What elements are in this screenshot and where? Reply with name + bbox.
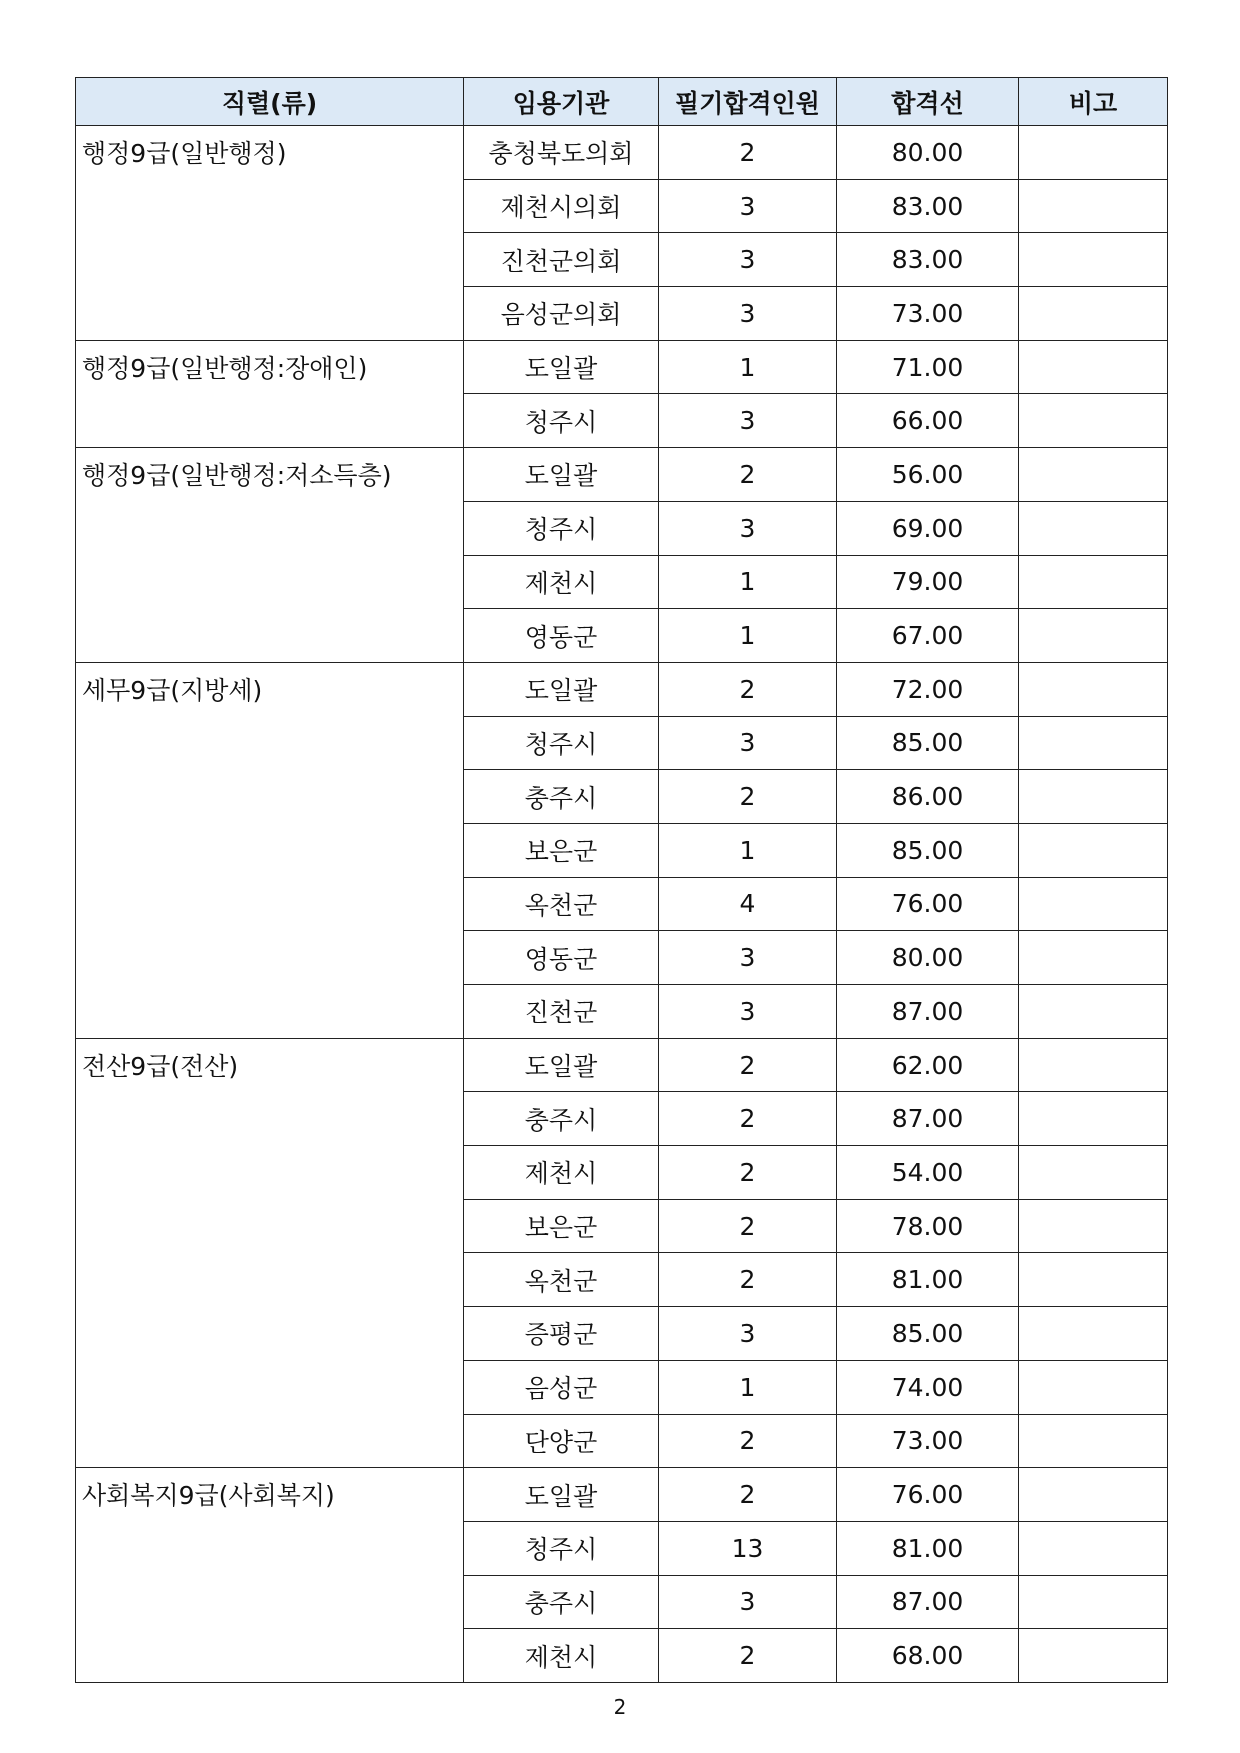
cutoff-cell: 87.00 [837,1092,1019,1146]
cutoff-cell: 62.00 [837,1038,1019,1092]
agency-cell: 제천시 [464,1146,659,1200]
remarks-cell [1019,1092,1168,1146]
passed-count-cell: 2 [659,1629,837,1683]
remarks-cell [1019,394,1168,448]
remarks-cell [1019,233,1168,287]
agency-cell: 충주시 [464,770,659,824]
remarks-cell [1019,609,1168,663]
agency-cell: 제천시 [464,555,659,609]
cutoff-cell: 73.00 [837,287,1019,341]
cutoff-cell: 76.00 [837,877,1019,931]
header-category: 직렬(류) [76,78,464,126]
remarks-cell [1019,1307,1168,1361]
agency-cell: 진천군의회 [464,233,659,287]
page-number: 2 [613,1695,627,1719]
table-row [76,662,1168,716]
cutoff-cell: 80.00 [837,931,1019,985]
passed-count-cell: 2 [659,1038,837,1092]
cutoff-cell: 87.00 [837,1575,1019,1629]
remarks-cell [1019,716,1168,770]
agency-cell: 청주시 [464,716,659,770]
remarks-cell [1019,931,1168,985]
agency-cell: 음성군 [464,1360,659,1414]
passed-count-cell: 3 [659,985,837,1039]
passed-count-cell: 2 [659,1253,837,1307]
remarks-cell [1019,770,1168,824]
agency-cell: 증평군 [464,1307,659,1361]
cutoff-cell: 72.00 [837,662,1019,716]
cutoff-cell: 80.00 [837,126,1019,180]
agency-cell: 보은군 [464,823,659,877]
cutoff-cell: 73.00 [837,1414,1019,1468]
passed-count-cell: 3 [659,931,837,985]
cutoff-cell: 87.00 [837,985,1019,1039]
remarks-cell [1019,287,1168,341]
table-body [76,126,1168,1683]
header-passed-count: 필기합격인원 [659,78,837,126]
agency-cell: 단양군 [464,1414,659,1468]
agency-cell: 도일괄 [464,1038,659,1092]
agency-cell: 옥천군 [464,1253,659,1307]
remarks-cell [1019,501,1168,555]
passed-count-cell: 1 [659,555,837,609]
passed-count-cell: 13 [659,1521,837,1575]
remarks-cell [1019,1253,1168,1307]
agency-cell: 영동군 [464,931,659,985]
category-cell: 행정9급(일반행정:장애인) [76,340,464,447]
passed-count-cell: 3 [659,179,837,233]
passed-count-cell: 2 [659,1199,837,1253]
cutoff-cell: 85.00 [837,823,1019,877]
cutoff-cell: 67.00 [837,609,1019,663]
agency-cell: 진천군 [464,985,659,1039]
cutoff-cell: 54.00 [837,1146,1019,1200]
remarks-cell [1019,1199,1168,1253]
remarks-cell [1019,985,1168,1039]
agency-cell: 도일괄 [464,448,659,502]
category-cell: 행정9급(일반행정) [76,126,464,341]
remarks-cell [1019,1038,1168,1092]
agency-cell: 옥천군 [464,877,659,931]
remarks-cell [1019,448,1168,502]
table-row [76,340,1168,394]
remarks-cell [1019,1468,1168,1522]
agency-cell: 영동군 [464,609,659,663]
table-row [76,126,1168,180]
agency-cell: 청주시 [464,501,659,555]
remarks-cell [1019,1146,1168,1200]
agency-cell: 청주시 [464,1521,659,1575]
passed-count-cell: 3 [659,233,837,287]
category-cell: 행정9급(일반행정:저소득층) [76,448,464,663]
agency-cell: 도일괄 [464,1468,659,1522]
category-cell: 전산9급(전산) [76,1038,464,1468]
header-remarks: 비고 [1019,78,1168,126]
results-table [75,77,1168,1683]
table-row [76,1038,1168,1092]
passed-count-cell: 2 [659,1468,837,1522]
cutoff-cell: 81.00 [837,1253,1019,1307]
cutoff-cell: 78.00 [837,1199,1019,1253]
cutoff-cell: 85.00 [837,1307,1019,1361]
cutoff-cell: 68.00 [837,1629,1019,1683]
remarks-cell [1019,340,1168,394]
header-agency: 임용기관 [464,78,659,126]
agency-cell: 청주시 [464,394,659,448]
remarks-cell [1019,1414,1168,1468]
agency-cell: 충주시 [464,1092,659,1146]
passed-count-cell: 1 [659,823,837,877]
agency-cell: 제천시의회 [464,179,659,233]
remarks-cell [1019,555,1168,609]
cutoff-cell: 76.00 [837,1468,1019,1522]
cutoff-cell: 66.00 [837,394,1019,448]
remarks-cell [1019,1360,1168,1414]
remarks-cell [1019,877,1168,931]
cutoff-cell: 86.00 [837,770,1019,824]
passed-count-cell: 2 [659,126,837,180]
passed-count-cell: 3 [659,394,837,448]
category-cell: 사회복지9급(사회복지) [76,1468,464,1683]
cutoff-cell: 71.00 [837,340,1019,394]
passed-count-cell: 2 [659,1146,837,1200]
header-row [76,78,1168,126]
passed-count-cell: 1 [659,1360,837,1414]
remarks-cell [1019,1575,1168,1629]
cutoff-cell: 56.00 [837,448,1019,502]
passed-count-cell: 2 [659,770,837,824]
cutoff-cell: 85.00 [837,716,1019,770]
agency-cell: 음성군의회 [464,287,659,341]
passed-count-cell: 3 [659,1575,837,1629]
cutoff-cell: 83.00 [837,179,1019,233]
category-cell: 세무9급(지방세) [76,662,464,1038]
agency-cell: 제천시 [464,1629,659,1683]
agency-cell: 보은군 [464,1199,659,1253]
table-row [76,1468,1168,1522]
header-cutoff: 합격선 [837,78,1019,126]
table-row [76,448,1168,502]
cutoff-cell: 74.00 [837,1360,1019,1414]
cutoff-cell: 79.00 [837,555,1019,609]
cutoff-cell: 83.00 [837,233,1019,287]
agency-cell: 도일괄 [464,662,659,716]
passed-count-cell: 1 [659,340,837,394]
passed-count-cell: 2 [659,662,837,716]
remarks-cell [1019,1521,1168,1575]
passed-count-cell: 2 [659,1092,837,1146]
cutoff-cell: 81.00 [837,1521,1019,1575]
agency-cell: 충청북도의회 [464,126,659,180]
remarks-cell [1019,662,1168,716]
remarks-cell [1019,179,1168,233]
agency-cell: 충주시 [464,1575,659,1629]
passed-count-cell: 3 [659,716,837,770]
cutoff-cell: 69.00 [837,501,1019,555]
passed-count-cell: 3 [659,501,837,555]
passed-count-cell: 3 [659,1307,837,1361]
remarks-cell [1019,1629,1168,1683]
passed-count-cell: 4 [659,877,837,931]
remarks-cell [1019,823,1168,877]
passed-count-cell: 1 [659,609,837,663]
agency-cell: 도일괄 [464,340,659,394]
passed-count-cell: 2 [659,1414,837,1468]
remarks-cell [1019,126,1168,180]
passed-count-cell: 3 [659,287,837,341]
passed-count-cell: 2 [659,448,837,502]
